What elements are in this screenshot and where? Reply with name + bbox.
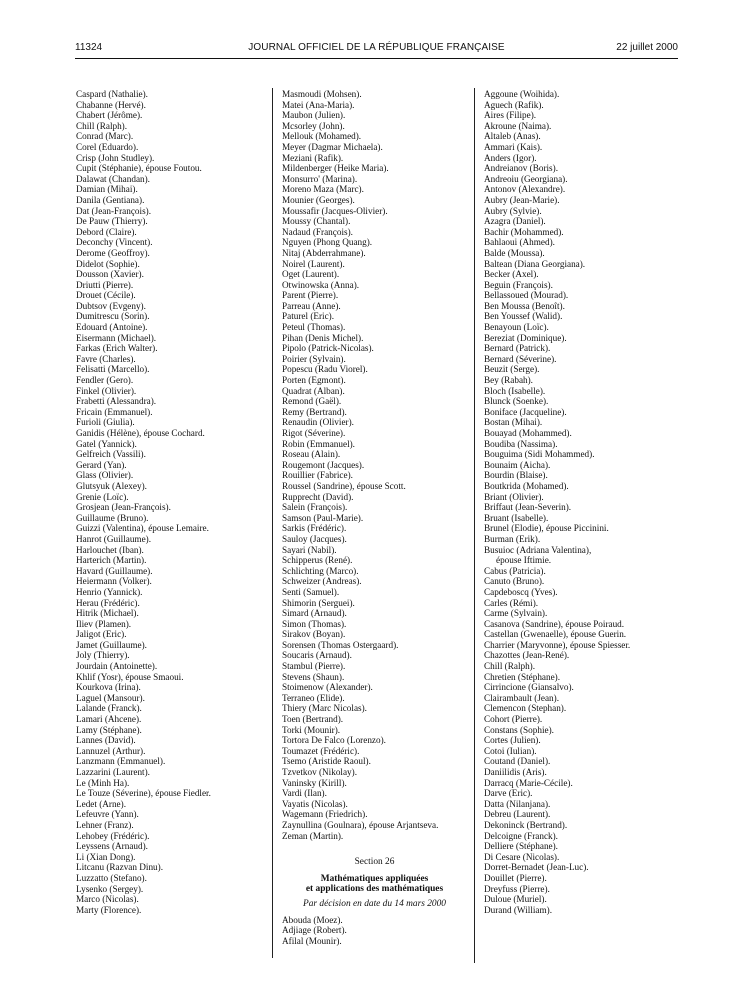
page-number: 11324 <box>75 42 103 53</box>
list-item: Carles (Rémi). <box>484 597 539 608</box>
list-item: Lehner (Franz). <box>76 819 134 830</box>
list-item: Marco (Nicolas). <box>76 894 139 905</box>
list-item: Cortes (Julien). <box>484 735 541 746</box>
list-item: Roseau (Alain). <box>282 449 341 460</box>
list-item: Dekoninck (Bertrand). <box>484 819 568 830</box>
list-item: Cupit (Stéphanie), épouse Foutou. <box>76 163 202 174</box>
list-item: Aires (Filipe). <box>484 110 537 121</box>
list-item: Tzvetkov (Nikolay). <box>282 767 358 777</box>
list-item: Antonov (Alexandre). <box>484 184 566 195</box>
list-item: Henrio (Yannick). <box>76 586 143 597</box>
list-item: Caspard (Nathalie). <box>76 89 148 99</box>
list-item: Bereziat (Dominique). <box>484 332 567 343</box>
list-item: Otwinowska (Anna). <box>282 279 360 290</box>
list-item: Bachir (Mohammed). <box>484 226 564 237</box>
names-column-2 <box>282 89 467 946</box>
list-item: Darracq (Marie-Cécile). <box>484 777 573 788</box>
list-item: Abouda (Moez). <box>282 914 343 925</box>
list-item: Burman (Erik). <box>484 533 541 544</box>
list-item: Ammari (Kais). <box>484 141 543 152</box>
list-item: Charrier (Maryvonne), épouse Spiesser. <box>484 639 631 650</box>
list-item: Mounier (Georges). <box>282 194 355 205</box>
list-item: Simon (Thomas). <box>282 618 347 629</box>
list-item: Clemencon (Stephan). <box>484 703 567 714</box>
list-item: Altaleb (Anas). <box>484 131 541 142</box>
column-divider-2 <box>474 88 475 963</box>
list-item: Bey (Rabah). <box>484 375 533 386</box>
list-item: Jamet (Guillaume). <box>76 639 147 650</box>
names-column-3 <box>484 89 684 915</box>
list-item: Corel (Eduardo). <box>76 141 139 152</box>
list-item: Bloch (Isabelle). <box>484 385 546 396</box>
list-item: Becker (Axel). <box>484 269 539 280</box>
list-item: Luzzatto (Stefano). <box>76 872 147 883</box>
list-item: Baltean (Diana Georgiana). <box>484 258 586 269</box>
list-item: Hitrik (Michael). <box>76 608 139 619</box>
list-item: Simard (Arnaud). <box>282 608 347 619</box>
list-item: Kourkova (Irina). <box>76 682 141 693</box>
list-item: Moussafir (Jacques-Olivier). <box>282 205 388 216</box>
list-item: Roussel (Sandrine), épouse Scott. <box>282 480 406 491</box>
list-item: Rupprecht (David). <box>282 491 354 502</box>
list-item: Durand (William). <box>484 904 553 915</box>
list-item: Fricain (Emmanuel). <box>76 406 153 417</box>
list-item: Delliere (Stéphane). <box>484 841 558 852</box>
list-item: Sorensen (Thomas Ostergaard). <box>282 639 399 650</box>
list-item: Ganidis (Hélène), épouse Cochard. <box>76 428 205 438</box>
list-item: Cirrincione (Giansalvo). <box>484 682 574 693</box>
list-item: Cotoi (Iulian). <box>484 745 537 756</box>
list-item: Damian (Mihai). <box>76 184 138 195</box>
list-item: Vayatis (Nicolas). <box>282 798 348 809</box>
page-header <box>75 42 678 56</box>
list-item: Zaynullina (Goulnara), épouse Arjantseva. <box>282 819 439 830</box>
list-item: Leyssens (Arnaud). <box>76 841 148 852</box>
list-item: épouse Iftimie. <box>496 555 552 566</box>
list-item: Parent (Pierre). <box>282 290 339 301</box>
list-item: Lannes (David). <box>76 735 136 746</box>
list-item: Matei (Ana-Maria). <box>282 99 355 110</box>
journal-title: JOURNAL OFFICIEL DE LA RÉPUBLIQUE FRANÇAISE <box>248 42 505 53</box>
list-item: Afilal (Mounir). <box>282 935 342 946</box>
list-item: Briant (Olivier). <box>484 491 544 502</box>
list-item: Herau (Frédéric). <box>76 597 140 608</box>
list-item: Aggoune (Woihida). <box>484 89 560 99</box>
list-item: Glutsyuk (Alexey). <box>76 480 147 491</box>
list-item: Ledet (Arne). <box>76 798 126 809</box>
list-item: Canuto (Bruno). <box>484 576 545 587</box>
list-item: Havard (Guillaume). <box>76 565 153 576</box>
list-item: Harlouchet (Iban). <box>76 544 144 555</box>
list-item: Andreianov (Boris). <box>484 163 558 174</box>
list-item: Tsemo (Aristide Raoul). <box>282 756 371 767</box>
list-item: Stoimenow (Alexander). <box>282 682 373 693</box>
list-item: Harterich (Martin). <box>76 555 147 566</box>
list-item: Bouayad (Mohammed). <box>484 428 572 438</box>
section-title: Section 26 <box>354 857 395 868</box>
list-item: Poirier (Sylvain). <box>282 353 346 364</box>
list-item: Noirel (Laurent). <box>282 258 345 269</box>
list-item: Laguel (Mansour). <box>76 692 145 703</box>
list-item: Paturel (Eric). <box>282 311 335 322</box>
list-item: Darve (Eric). <box>484 788 533 799</box>
list-item: Masmoudi (Mohsen). <box>282 89 362 99</box>
list-item: Porten (Egmont). <box>282 375 346 386</box>
list-item: Peteul (Thomas). <box>282 322 346 333</box>
list-item: Capdeboscq (Yves). <box>484 586 558 597</box>
list-item: Castellan (Gwenaelle), épouse Guerin. <box>484 629 627 640</box>
list-item: Aubry (Sylvie). <box>484 205 542 216</box>
list-item: Guillaume (Bruno). <box>76 512 149 523</box>
list-item: Moreno Maza (Marc). <box>282 184 364 195</box>
list-item: Chretien (Stéphane). <box>484 671 561 682</box>
list-item: Shimorin (Serguei). <box>282 597 355 608</box>
list-item: Chill (Ralph). <box>76 120 128 131</box>
list-item: Ben Youssef (Walid). <box>484 311 563 322</box>
list-item: Clairambault (Jean). <box>484 692 560 703</box>
list-item: Lalande (Franck). <box>76 703 142 714</box>
list-item: Dreyfuss (Pierre). <box>484 883 550 894</box>
list-item: Jaligot (Eric). <box>76 629 127 640</box>
list-item: Lehobey (Frédéric). <box>76 830 150 841</box>
list-item: Oget (Laurent). <box>282 269 340 280</box>
list-item: Lamy (Stéphane). <box>76 724 142 735</box>
list-item: Vardi (Ilan). <box>282 788 327 799</box>
list-item: Beguin (François). <box>484 279 553 290</box>
list-item: Conrad (Marc). <box>76 131 134 142</box>
list-item: Lazzarini (Laurent). <box>76 767 150 777</box>
list-item: Marty (Florence). <box>76 904 142 915</box>
list-item: Remond (Gaël). <box>282 396 342 407</box>
list-item: Popescu (Radu Viorel). <box>282 364 368 375</box>
list-item: Guizzi (Valentina), épouse Lemaire. <box>76 523 209 534</box>
list-item: Khlif (Yosr), épouse Smaoui. <box>76 671 184 682</box>
list-item: Cabus (Patricia). <box>484 565 546 576</box>
list-item: Danila (Gentiana). <box>76 194 145 205</box>
list-item: Gatel (Yannick). <box>76 438 137 449</box>
list-item: Joly (Thierry). <box>76 650 130 661</box>
list-item: Dat (Jean-François). <box>76 205 152 216</box>
list-item: Le Touze (Séverine), épouse Fiedler. <box>76 788 211 799</box>
list-item: Hanrot (Guillaume). <box>76 533 152 544</box>
list-item: Pihan (Denis Michel). <box>282 332 364 343</box>
list-item: Zeman (Martin). <box>282 830 344 841</box>
list-item: Edouard (Antoine). <box>76 322 148 333</box>
list-item: Chill (Ralph). <box>484 661 536 672</box>
list-item: Schlichting (Marco). <box>282 565 359 576</box>
list-item: Sauloy (Jacques). <box>282 533 347 544</box>
list-item: Stambul (Pierre). <box>282 661 346 672</box>
list-item: Blunck (Soenke). <box>484 396 549 407</box>
list-item: Debreu (Laurent). <box>484 809 551 820</box>
list-item: Gelfreich (Vassili). <box>76 449 146 460</box>
names-column-1 <box>76 89 264 915</box>
list-item: Terraneo (Elide). <box>282 692 345 703</box>
list-item: Bernard (Patrick). <box>484 343 551 354</box>
list-item: Bruant (Isabelle). <box>484 512 549 523</box>
list-item: Remy (Bertrand). <box>282 406 347 417</box>
list-item: Bahlaoui (Ahmed). <box>484 237 555 248</box>
list-item: Aguech (Rafik). <box>484 99 544 110</box>
list-item: De Pauw (Thierry). <box>76 216 148 227</box>
list-item: Chabanne (Hervé). <box>76 99 146 110</box>
list-item: Adjiage (Robert). <box>282 925 347 936</box>
list-item: Toen (Bertrand). <box>282 714 344 725</box>
list-item: Datta (Nilanjana). <box>484 798 551 809</box>
section-subtitle-2: et applications des mathématiques <box>305 884 444 895</box>
header-rule <box>75 58 678 59</box>
list-item: Chabert (Jérôme). <box>76 110 143 121</box>
list-item: Le (Minh Ha). <box>76 777 130 788</box>
list-item: Didelot (Sophie). <box>76 258 140 269</box>
list-item: Bouguima (Sidi Mohammed). <box>484 449 595 460</box>
list-item: Lamari (Ahcene). <box>76 714 142 725</box>
list-item: Salein (François). <box>282 502 348 513</box>
list-item: Driutti (Pierre). <box>76 279 134 290</box>
list-item: Briffaut (Jean-Severin). <box>484 502 572 513</box>
list-item: Finkel (Olivier). <box>76 385 137 396</box>
list-item: Toumazet (Frédéric). <box>282 745 360 756</box>
list-item: Dorret-Bernadet (Jean-Luc). <box>484 862 589 873</box>
list-item: Farkas (Erich Walter). <box>76 343 158 354</box>
list-item: Litcanu (Razvan Dinu). <box>76 862 163 873</box>
list-item: Maubon (Julien). <box>282 110 346 121</box>
section-decision: Par décision en date du 14 mars 2000 <box>303 898 446 909</box>
list-item: Andreoiu (Georgiana). <box>484 173 568 184</box>
list-item: Gerard (Yan). <box>76 459 127 470</box>
list-item: Favre (Charles). <box>76 353 136 364</box>
list-item: Renaudin (Olivier). <box>282 417 354 428</box>
list-item: Grosjean (Jean-François). <box>76 502 171 513</box>
list-item: Carme (Sylvain). <box>484 608 548 619</box>
list-item: Delcoigne (Franck). <box>484 830 558 841</box>
list-item: Senti (Samuel). <box>282 586 340 597</box>
list-item: Sarkis (Frédéric). <box>282 523 347 534</box>
list-item: Rigot (Séverine). <box>282 428 346 438</box>
list-item: Quadrat (Alban). <box>282 385 345 396</box>
list-item: Dumitrescu (Sorin). <box>76 311 150 322</box>
list-item: Benayoun (Loïc). <box>484 322 549 333</box>
list-item: Li (Xian Dong). <box>76 851 136 862</box>
list-item: Casanova (Sandrine), épouse Poiraud. <box>484 618 625 629</box>
list-item: Mellouk (Mohamed). <box>282 131 362 142</box>
list-item: Bourdin (Blaise). <box>484 470 548 481</box>
list-item: Boudiba (Nassima). <box>484 438 558 449</box>
list-item: Constans (Sophie). <box>484 724 554 735</box>
list-item: Samson (Paul-Marie). <box>282 512 364 523</box>
list-item: Ben Moussa (Benoît). <box>484 300 565 311</box>
section-subtitle-1: Mathématiques appliquées <box>320 873 429 884</box>
list-item: Duloue (Muriel). <box>484 894 547 905</box>
list-item: Rouillier (Fabrice). <box>282 470 353 481</box>
list-item: Dalawat (Chandan). <box>76 173 150 184</box>
list-item: Schipperus (René). <box>282 555 353 566</box>
list-item: Torki (Mounir). <box>282 724 341 735</box>
list-item: Beuzit (Serge). <box>484 364 540 375</box>
list-item: Busuioc (Adriana Valentina), <box>484 544 592 555</box>
list-item: Balde (Moussa). <box>484 247 545 258</box>
list-item: Bellassoued (Mourad). <box>484 290 569 301</box>
list-item: Jourdain (Antoinette). <box>76 661 158 672</box>
list-item: Azagra (Daniel). <box>484 216 546 227</box>
list-item: Sayari (Nabil). <box>282 544 337 555</box>
section-heading-block <box>282 857 467 909</box>
list-item: Thiery (Marc Nicolas). <box>282 703 367 714</box>
list-item: Nguyen (Phong Quang). <box>282 237 373 248</box>
list-item: Rougemont (Jacques). <box>282 459 365 470</box>
list-item: Brunel (Elodie), épouse Piccinini. <box>484 523 609 534</box>
list-item: Crisp (John Studley). <box>76 152 155 163</box>
list-item: Bernard (Séverine). <box>484 353 557 364</box>
list-item: Mildenberger (Heike Maria). <box>282 163 389 174</box>
list-item: Vaninsky (Kirill). <box>282 777 347 788</box>
list-item: Nadaud (François). <box>282 226 353 237</box>
list-item: Debord (Claire). <box>76 226 137 237</box>
list-item: Fendler (Gero). <box>76 375 134 386</box>
list-item: Deconchy (Vincent). <box>76 237 153 248</box>
list-item: Di Cesare (Nicolas). <box>484 851 560 862</box>
list-item: Grenie (Loïc). <box>76 491 129 502</box>
list-item: Lysenko (Sergey). <box>76 883 144 894</box>
list-item: Stevens (Shaun). <box>282 671 345 682</box>
list-item: Eisermann (Michael). <box>76 332 157 343</box>
column-divider-1 <box>272 88 273 958</box>
list-item: Parreau (Anne). <box>282 300 341 311</box>
list-item: Nitaj (Abderrahmane). <box>282 247 366 258</box>
list-item: Felisatti (Marcello). <box>76 364 150 375</box>
list-item: Schweizer (Andreas). <box>282 576 362 587</box>
list-item: Pipolo (Patrick-Nicolas). <box>282 343 374 354</box>
list-item: Dubtsov (Evgeny). <box>76 300 146 311</box>
list-item: Wagemann (Friedrich). <box>282 809 368 820</box>
list-item: Anders (Igor). <box>484 152 537 163</box>
list-item: Boniface (Jacqueline). <box>484 406 567 417</box>
list-item: Glass (Olivier). <box>76 470 134 481</box>
list-item: Dousson (Xavier). <box>76 269 144 280</box>
list-item: Drouet (Cécile). <box>76 290 136 301</box>
list-item: Moussy (Chantal). <box>282 216 351 227</box>
list-item: Furioli (Giulia). <box>76 417 135 428</box>
list-item: Cohort (Pierre). <box>484 714 543 725</box>
list-item: Akroune (Naima). <box>484 120 552 131</box>
list-item: Meziani (Rafik). <box>282 152 344 163</box>
list-item: Boutkrida (Mohamed). <box>484 480 569 491</box>
issue-date: 22 juillet 2000 <box>616 42 678 53</box>
list-item: Soucaris (Arnaud). <box>282 650 352 661</box>
list-item: Derome (Geoffroy). <box>76 247 150 258</box>
list-item: Mcsorley (John). <box>282 120 345 131</box>
list-item: Frabetti (Alessandra). <box>76 396 157 407</box>
list-item: Aubry (Jean-Marie). <box>484 194 560 205</box>
list-item: Bounaim (Aicha). <box>484 459 551 470</box>
list-item: Lanzmann (Emmanuel). <box>76 756 166 767</box>
list-item: Lannuzel (Arthur). <box>76 745 146 756</box>
list-item: Chazottes (Jean-René). <box>484 650 570 661</box>
list-item: Daniilidis (Aris). <box>484 767 547 777</box>
list-item: Meyer (Dagmar Michaela). <box>282 141 383 152</box>
list-item: Robin (Emmanuel). <box>282 438 355 449</box>
list-item: Iliev (Plamen). <box>76 618 132 629</box>
list-item: Bostan (Mihai). <box>484 417 543 428</box>
list-item: Lefeuvre (Yann). <box>76 809 139 820</box>
list-item: Monsurro' (Marina). <box>282 173 358 184</box>
list-item: Douillet (Pierre). <box>484 872 547 883</box>
list-item: Tortora De Falco (Lorenzo). <box>282 735 386 746</box>
list-item: Heiermann (Volker). <box>76 576 152 587</box>
list-item: Sirakov (Boyan). <box>282 629 346 640</box>
list-item: Coutand (Daniel). <box>484 756 551 767</box>
